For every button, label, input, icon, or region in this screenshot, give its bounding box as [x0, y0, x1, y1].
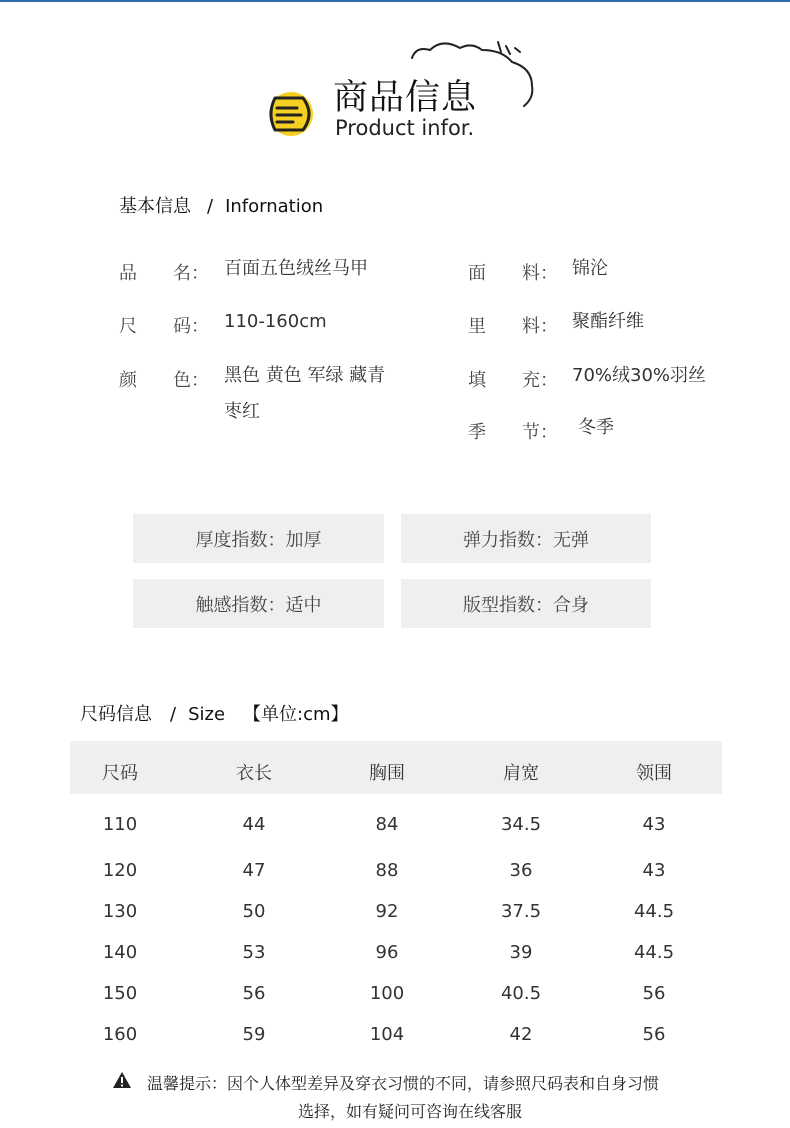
spec-value-color-2: 枣红 — [224, 401, 260, 422]
page-subtitle: Product infor. — [335, 116, 475, 140]
table-cell: 88 — [375, 860, 399, 881]
index-value: 加厚 — [285, 529, 322, 551]
warning-icon — [112, 1071, 132, 1089]
table-cell: 44.5 — [633, 901, 675, 922]
table-cell: 110 — [102, 814, 138, 835]
basic-heading-en: Infornation — [225, 196, 324, 217]
basic-heading-cn: 基本信息 — [119, 196, 191, 217]
spec-label-filling: 填 充： — [468, 370, 558, 391]
table-cell: 150 — [102, 983, 138, 1004]
spec-value-size: 110-160cm — [224, 311, 327, 332]
table-cell: 56 — [242, 983, 266, 1004]
heading-slash: / — [170, 704, 177, 725]
index-value: 适中 — [285, 594, 322, 616]
table-cell: 37.5 — [500, 901, 542, 922]
spec-label-name: 品 名： — [119, 263, 209, 284]
index-label: 版型指数： — [463, 594, 553, 616]
spec-value-name: 百面五色绒丝马甲 — [224, 258, 368, 279]
table-cell: 140 — [102, 942, 138, 963]
table-cell: 53 — [242, 942, 266, 963]
index-elasticity — [401, 514, 651, 563]
index-touch — [133, 579, 384, 628]
size-heading-en: Size — [188, 704, 226, 725]
table-cell: 34.5 — [500, 814, 542, 835]
spec-value-color: 黑色 黄色 军绿 藏青 — [224, 365, 386, 386]
table-cell: 43 — [642, 860, 666, 881]
spec-value-fabric: 锦沦 — [572, 258, 608, 279]
table-cell: 56 — [642, 1024, 666, 1045]
list-icon — [263, 86, 319, 142]
size-unit: 【单位:cm】 — [243, 704, 349, 725]
table-cell: 40.5 — [500, 983, 542, 1004]
spec-value-season: 冬季 — [578, 417, 614, 438]
spec-label-lining: 里 料： — [468, 316, 558, 337]
table-cell: 56 — [642, 983, 666, 1004]
table-cell: 100 — [369, 983, 405, 1004]
tip-text-line1: 温馨提示：因个人体型差异及穿衣习惯的不同，请参照尺码表和自身习惯 — [147, 1074, 660, 1093]
table-column-header: 尺码 — [102, 763, 138, 784]
spec-value-filling: 70%绒30%羽丝 — [572, 365, 707, 386]
table-column-header: 衣长 — [236, 763, 272, 784]
table-cell: 43 — [642, 814, 666, 835]
basic-info-heading — [119, 192, 323, 218]
table-cell: 59 — [242, 1024, 266, 1045]
top-border — [0, 0, 790, 2]
table-cell: 84 — [375, 814, 399, 835]
table-cell: 120 — [102, 860, 138, 881]
index-fit — [401, 579, 651, 628]
table-cell: 92 — [375, 901, 399, 922]
index-thickness — [133, 514, 384, 563]
spec-value-lining: 聚酯纤维 — [572, 311, 644, 332]
table-cell: 36 — [509, 860, 533, 881]
table-cell: 44.5 — [633, 942, 675, 963]
table-cell: 96 — [375, 942, 399, 963]
table-cell: 47 — [242, 860, 266, 881]
index-value: 无弹 — [553, 529, 589, 551]
table-column-header: 肩宽 — [503, 763, 539, 784]
table-cell: 42 — [509, 1024, 533, 1045]
table-cell: 44 — [242, 814, 266, 835]
page-title: 商品信息 — [333, 78, 478, 118]
table-cell: 50 — [242, 901, 266, 922]
table-cell: 130 — [102, 901, 138, 922]
spec-label-season: 季 节： — [468, 422, 558, 443]
index-label: 弹力指数： — [463, 529, 553, 551]
size-info-heading — [80, 700, 349, 726]
table-cell: 104 — [369, 1024, 405, 1045]
tip-text-line2: 选择，如有疑问可咨询在线客服 — [298, 1102, 523, 1121]
table-cell: 39 — [509, 942, 533, 963]
heading-slash: / — [207, 196, 214, 217]
size-heading-cn: 尺码信息 — [80, 704, 152, 725]
index-value: 合身 — [553, 594, 589, 616]
index-label: 触感指数： — [195, 594, 286, 616]
spec-label-color: 颜 色： — [119, 370, 209, 391]
spec-label-fabric: 面 料： — [468, 263, 558, 284]
table-column-header: 领围 — [636, 763, 672, 784]
table-cell: 160 — [102, 1024, 138, 1045]
table-column-header: 胸围 — [369, 763, 405, 784]
index-label: 厚度指数： — [195, 529, 286, 551]
spec-label-size: 尺 码： — [119, 316, 209, 337]
